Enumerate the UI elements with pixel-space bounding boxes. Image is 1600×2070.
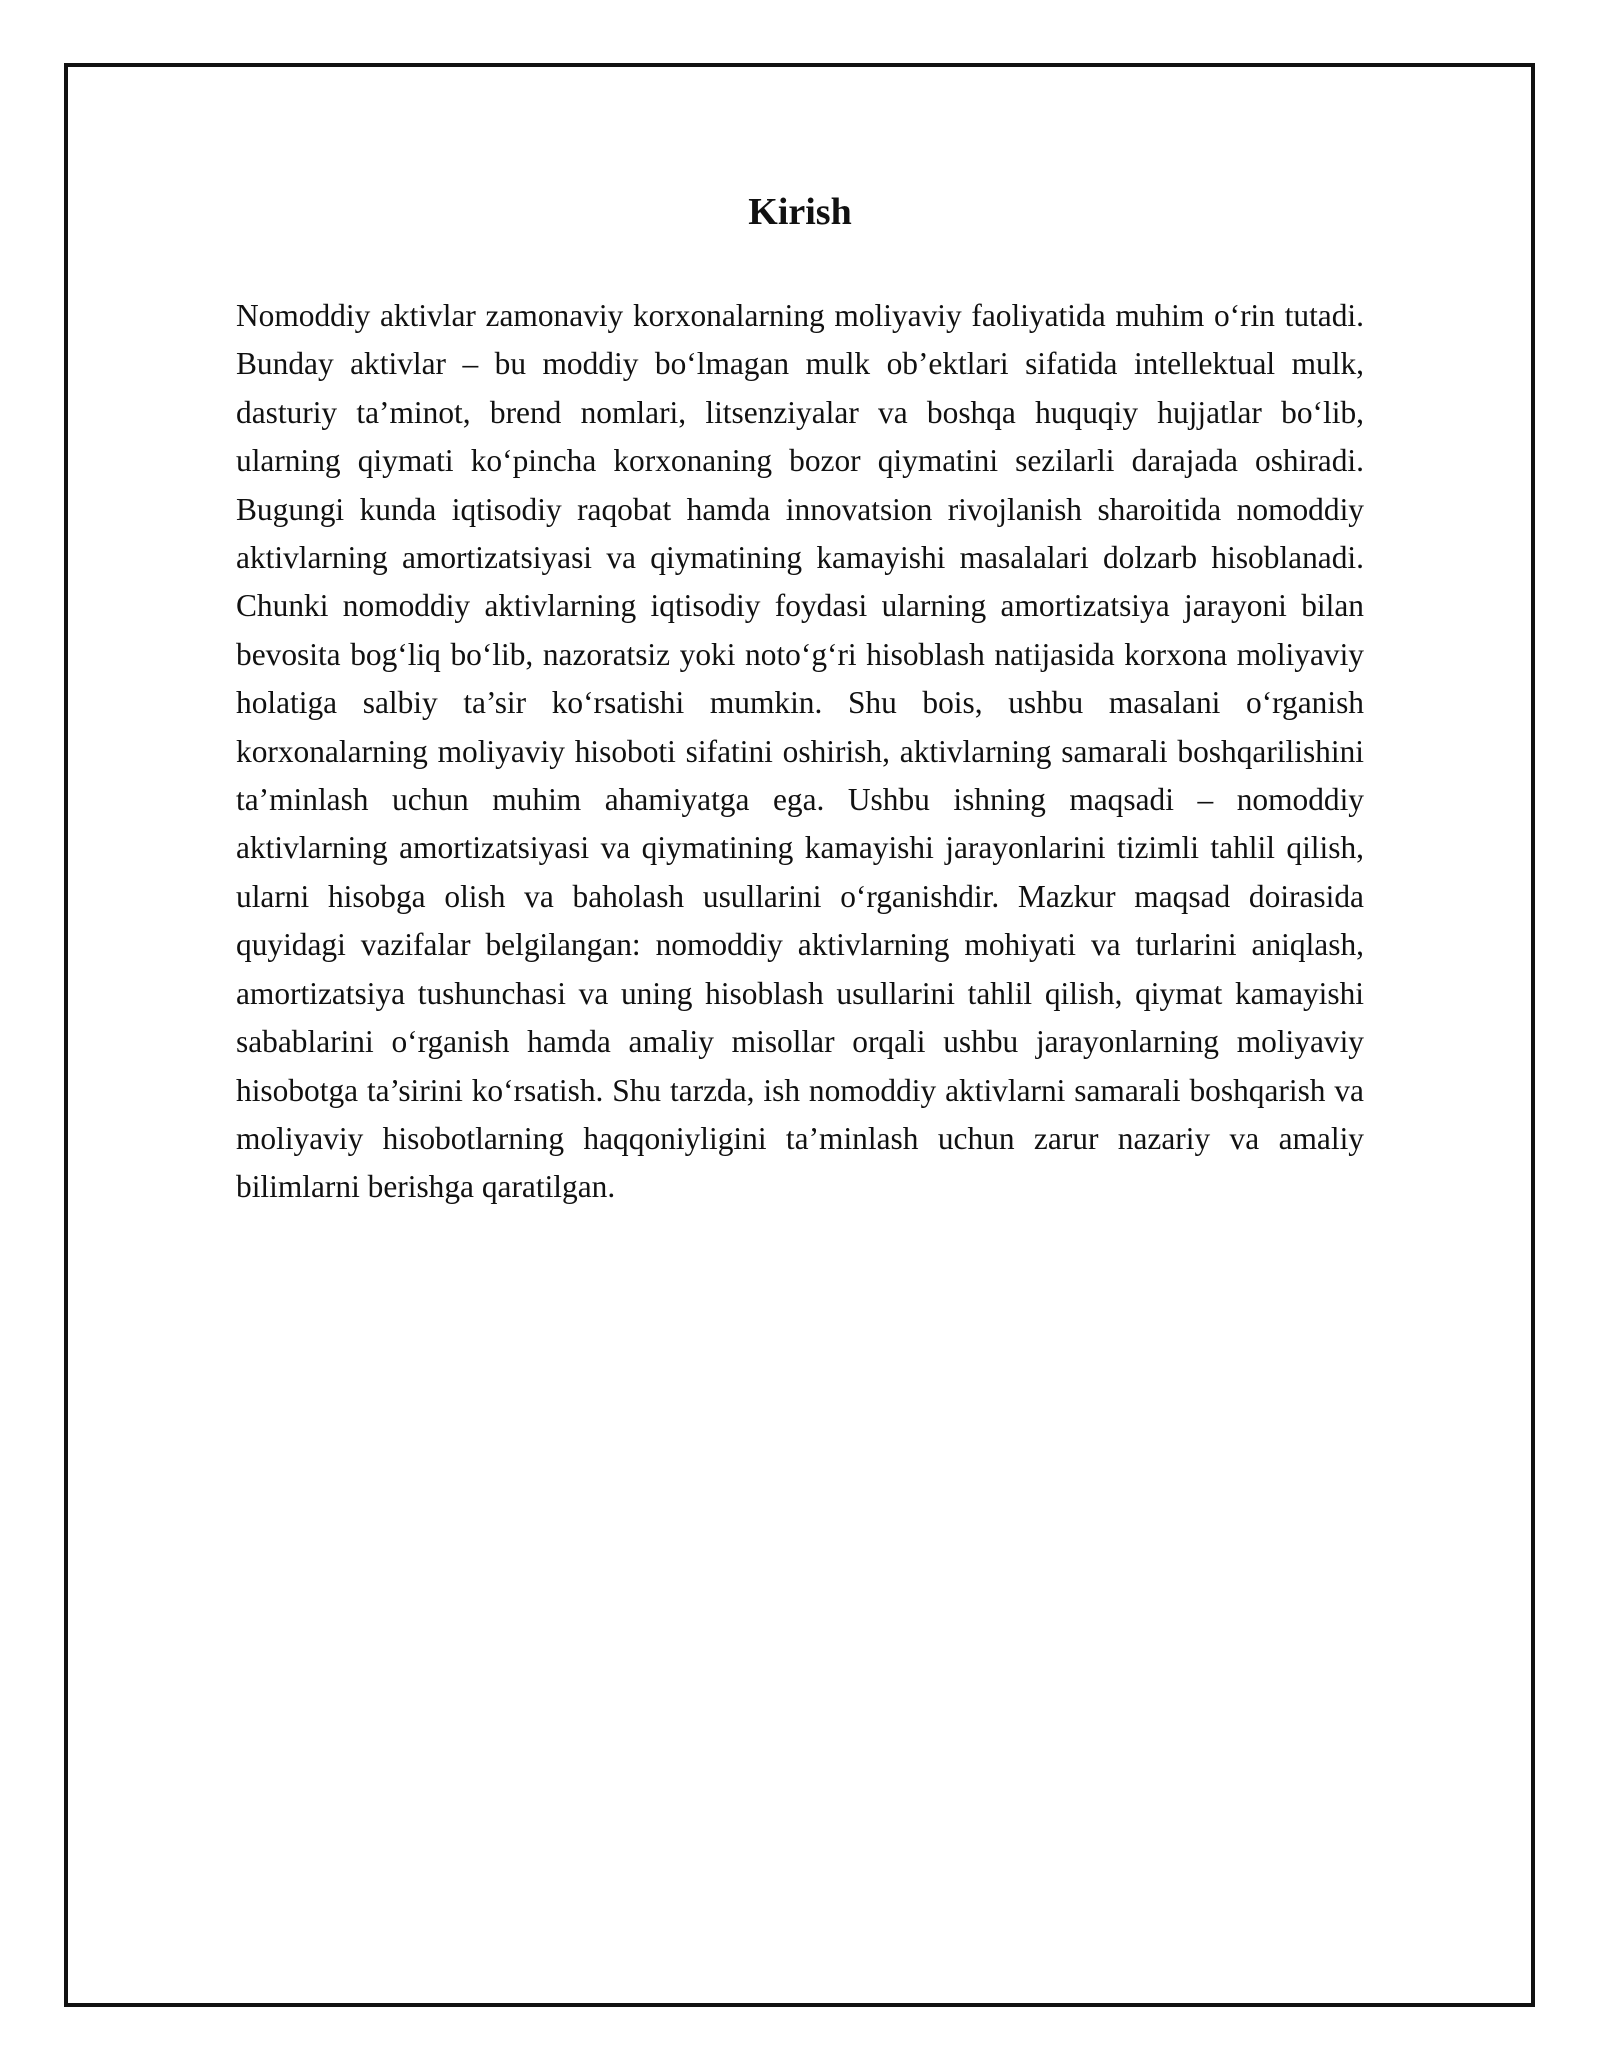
- page-title: Kirish: [748, 191, 852, 233]
- body-paragraph: Nomoddiy aktivlar zamonaviy korxonalarning moliyaviy faoliyatida muhim o‘rin tutadi. Bunday aktivlar – bu moddiy bo‘lmagan mulk ob’ektlari sifatida intellektual mulk, dasturiy ta’minot, brend nomlari, litsenziyalar va boshqa huquqiy hujjatlar bo‘lib, ularning qiymati ko‘pincha korxonaning bozor qiymatini sezilarli darajada oshiradi. Bugungi kunda iqtisodiy raqobat hamda innovatsion rivojlanish sharoitida nomoddiy aktivlarning amortizatsiyasi va qiymatining kamayishi masalalari dolzarb hisoblanadi. Chunki nomoddiy aktivlarning iqtisodiy foydasi ularning amortizatsiya jarayoni bilan bevosita bog‘liq bo‘lib, nazoratsiz yoki noto‘g‘ri hisoblash natijasida korxona moliyaviy holatiga salbiy ta’sir ko‘rsatishi mumkin. Shu bois, ushbu masalani o‘rganish korxonalarning moliyaviy hisoboti sifatini oshirish, aktivlarning samarali boshqarilishini ta’minlash uchun muhim ahamiyatga ega. Ushbu ishning maqsadi – nomoddiy aktivlarning amortizatsiyasi va qiymatining kamayishi jarayonlarini tizimli tahlil qilish, ularni hisobga olish va baholash usullarini o‘rganishdir. Mazkur maqsad doirasida quyidagi vazifalar belgilangan: nomoddiy aktivlarning mohiyati va turlarini aniqlash, amortizatsiya tushunchasi va uning hisoblash usullarini tahlil qilish, qiymat kamayishi sabablarini o‘rganish hamda amaliy misollar orqali ushbu jarayonlarning moliyaviy hisobotga ta’sirini ko‘rsatish. Shu tarzda, ish nomoddiy aktivlarni samarali boshqarish va moliyaviy hisobotlarning haqqoniyligini ta’minlash uchun zarur nazariy va amaliy bilimlarni berishga qaratilgan.: [236, 298, 1364, 1205]
